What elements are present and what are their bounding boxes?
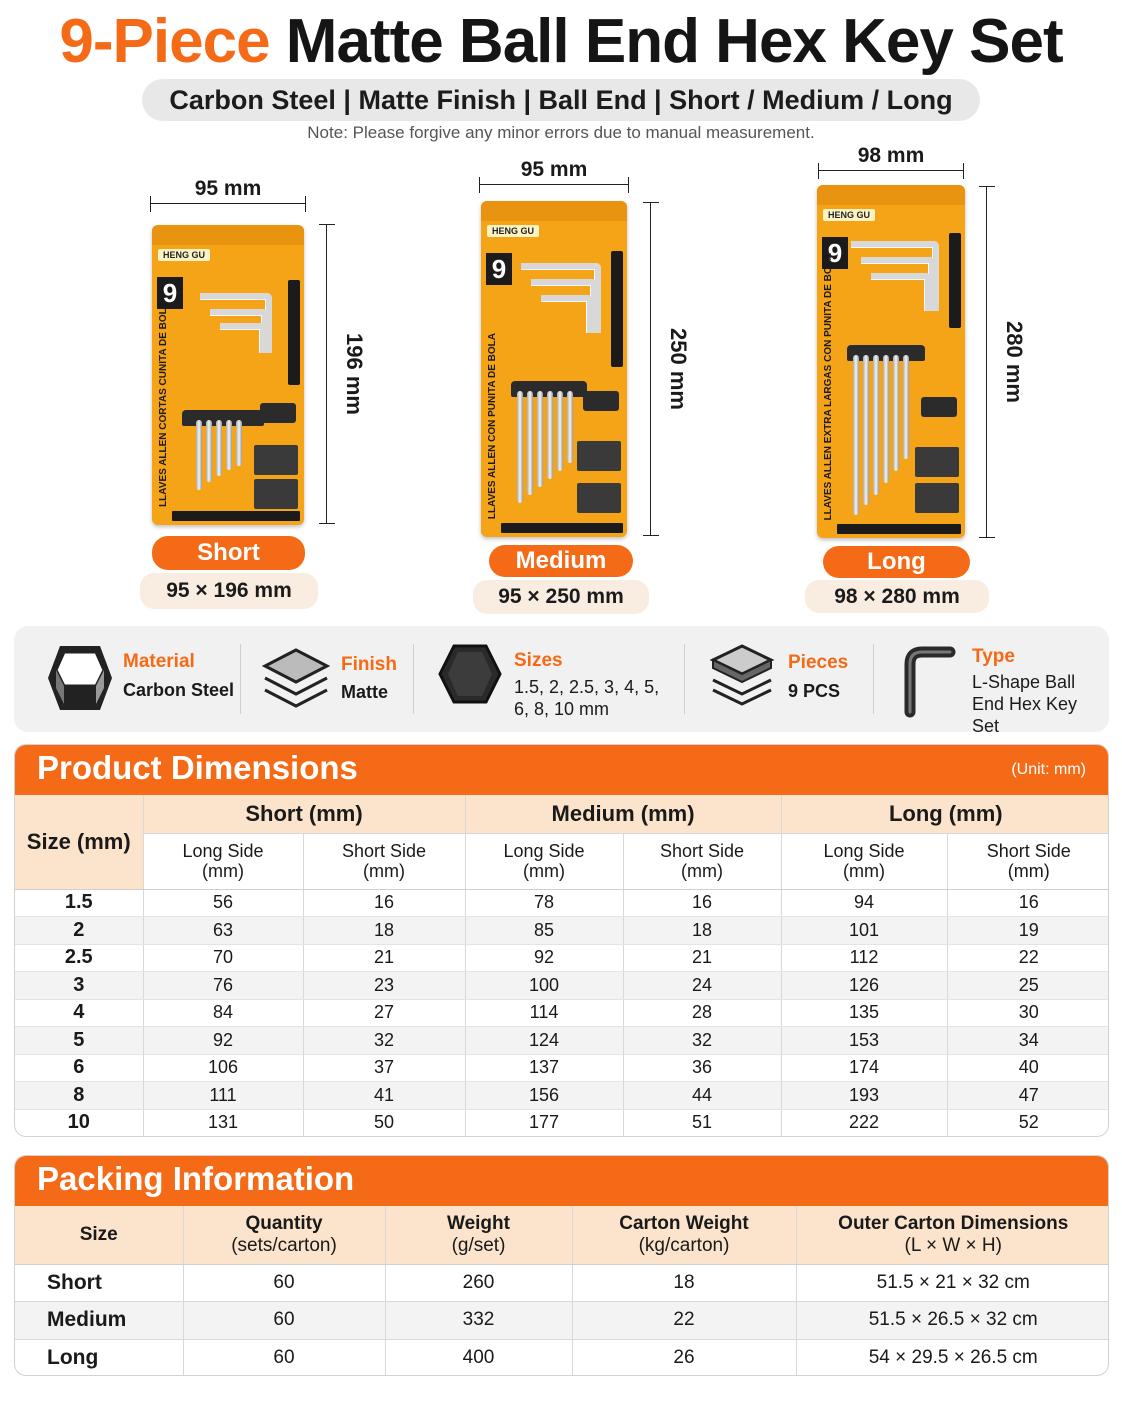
dimensions-panel: [14, 744, 1109, 1137]
table-cell: 54 × 29.5 × 26.5 cm: [868, 1347, 1038, 1368]
spec-sizes: [414, 626, 684, 732]
spec-material-label: Material: [123, 651, 195, 672]
table-cell: 41: [303, 1082, 465, 1110]
table-cell: 174: [781, 1054, 947, 1082]
pack-count-badge: 9: [486, 253, 512, 285]
short-width-label: 95 mm: [194, 177, 262, 200]
size-cell: Medium: [15, 1302, 183, 1340]
size-cell: 3: [15, 972, 143, 1000]
table-cell: 18: [572, 1264, 796, 1302]
table-row: [15, 917, 1109, 945]
table-cell: 34: [947, 1027, 1109, 1055]
table-cell: 21: [303, 944, 465, 972]
size-cell: 2: [15, 917, 143, 945]
subheader-short-side: Short Side (mm): [947, 833, 1109, 889]
spec-type-value: L-Shape Ball End Hex Key Set: [972, 672, 1078, 736]
table-cell: 153: [781, 1027, 947, 1055]
long-size-pill: 98 × 280 mm: [805, 580, 989, 613]
l-key-icon: [898, 640, 958, 718]
hexagon-icon: [438, 640, 502, 710]
medium-width-dimension: [479, 158, 629, 190]
spec-strip: [14, 626, 1109, 736]
spec-pieces: [685, 626, 873, 732]
medium-size-pill: 95 × 250 mm: [473, 580, 649, 614]
spec-material: [14, 626, 240, 732]
table-cell: 131: [143, 1109, 303, 1137]
hex-prism-icon: [38, 640, 116, 718]
table-cell: 94: [781, 889, 947, 917]
spec-finish-value: Matte: [341, 682, 389, 702]
size-cell: 1.5: [15, 889, 143, 917]
table-cell: 85: [465, 917, 623, 945]
short-group-header: Short (mm): [143, 795, 465, 833]
long-width-label: 98 mm: [857, 144, 925, 167]
table-cell: 332: [385, 1302, 572, 1340]
table-cell: 37: [303, 1054, 465, 1082]
table-row: [15, 944, 1109, 972]
table-row: [15, 1302, 1109, 1340]
table-cell: 16: [303, 889, 465, 917]
subheader-long-side: Long Side (mm): [781, 833, 947, 889]
subheader-short-side: Short Side (mm): [623, 833, 781, 889]
table-cell: 24: [623, 972, 781, 1000]
table-cell: 126: [781, 972, 947, 1000]
layers-icon: [261, 640, 331, 718]
medium-height-dimension: [642, 202, 691, 536]
stack-icon: [709, 640, 775, 720]
title-main: Matte Ball End Hex Key Set: [285, 7, 1063, 76]
table-row: [15, 1109, 1109, 1137]
table-row: [15, 1264, 1109, 1302]
table-cell: 60: [183, 1302, 385, 1340]
table-row: [15, 972, 1109, 1000]
table-cell: 60: [183, 1264, 385, 1302]
table-cell: 27: [303, 999, 465, 1027]
table-cell: 18: [303, 917, 465, 945]
long-width-dimension: [818, 144, 964, 176]
packing-header-carton-weight: Carton Weight (kg/carton): [572, 1206, 796, 1264]
table-cell: 76: [143, 972, 303, 1000]
table-cell: 84: [143, 999, 303, 1027]
table-cell: 21: [623, 944, 781, 972]
table-cell: 400: [385, 1339, 572, 1376]
size-column-header: Size (mm): [15, 795, 143, 889]
table-cell: 56: [143, 889, 303, 917]
table-cell: 222: [781, 1109, 947, 1137]
size-cell: 5: [15, 1027, 143, 1055]
table-cell: 50: [303, 1109, 465, 1137]
long-package-image: [817, 185, 965, 538]
dimensions-header: [15, 745, 1108, 795]
table-cell: 32: [303, 1027, 465, 1055]
table-cell: 16: [947, 889, 1109, 917]
subheader-short-side: Short Side (mm): [303, 833, 465, 889]
spec-pieces-label: Pieces: [788, 652, 849, 673]
size-cell: Long: [15, 1339, 183, 1376]
size-cell: 10: [15, 1109, 143, 1137]
table-cell: 26: [572, 1339, 796, 1376]
table-cell: 135: [781, 999, 947, 1027]
table-cell: 260: [385, 1264, 572, 1302]
short-width-dimension: [150, 177, 306, 209]
table-cell: 114: [465, 999, 623, 1027]
packing-title: Packing Information: [37, 1160, 355, 1197]
table-row: [15, 1027, 1109, 1055]
table-cell: 22: [947, 944, 1109, 972]
table-cell: 78: [465, 889, 623, 917]
packing-header-quantity: Quantity (sets/carton): [183, 1206, 385, 1264]
table-cell: 22: [572, 1302, 796, 1340]
table-cell: 70: [143, 944, 303, 972]
spec-material-value: Carbon Steel: [123, 680, 235, 700]
spec-type-label: Type: [972, 646, 1015, 667]
table-cell: 36: [623, 1054, 781, 1082]
table-cell: 47: [947, 1082, 1109, 1110]
size-cell: Short: [15, 1264, 183, 1302]
table-cell: 51: [623, 1109, 781, 1137]
table-cell: 63: [143, 917, 303, 945]
table-cell: 101: [781, 917, 947, 945]
table-cell: 25: [947, 972, 1109, 1000]
medium-label-pill: Medium: [489, 545, 633, 577]
table-cell: 124: [465, 1027, 623, 1055]
table-row: [15, 889, 1109, 917]
table-cell: 137: [465, 1054, 623, 1082]
dimensions-table: [15, 795, 1109, 1137]
brand-logo: HENG GU: [823, 209, 875, 221]
table-cell: 92: [143, 1027, 303, 1055]
table-cell: 51.5 × 21 × 32 cm: [796, 1264, 1109, 1302]
pack-count-badge: 9: [822, 237, 848, 269]
spec-sizes-value: 1.5, 2, 2.5, 3, 4, 5, 6, 8, 10 mm: [514, 677, 660, 719]
table-cell: 156: [465, 1082, 623, 1110]
table-row: [15, 1339, 1109, 1376]
table-cell: 28: [623, 999, 781, 1027]
spec-sizes-label: Sizes: [514, 650, 563, 671]
brand-logo: HENG GU: [158, 249, 210, 261]
short-size-pill: 95 × 196 mm: [140, 573, 318, 609]
subheader-long-side: Long Side (mm): [465, 833, 623, 889]
table-cell: 111: [143, 1082, 303, 1110]
short-label-pill: Short: [152, 536, 305, 570]
size-cell: 6: [15, 1054, 143, 1082]
table-cell: 40: [947, 1054, 1109, 1082]
table-cell: 16: [623, 889, 781, 917]
table-cell: 51.5 × 26.5 × 32 cm: [796, 1302, 1109, 1340]
table-cell: 18: [623, 917, 781, 945]
table-cell: 23: [303, 972, 465, 1000]
short-package-image: [152, 225, 304, 525]
table-row: [15, 1082, 1109, 1110]
size-cell: 8: [15, 1082, 143, 1110]
table-cell: 30: [947, 999, 1109, 1027]
pack-vertical-text: LLAVES ALLEN CON PUNITA DE BOLA: [487, 332, 498, 519]
table-cell: 112: [781, 944, 947, 972]
spec-finish-label: Finish: [341, 654, 397, 675]
spec-finish: [241, 626, 413, 732]
spec-pieces-value: 9 PCS: [788, 681, 841, 701]
packing-header-size: Size: [15, 1206, 183, 1264]
subheader-long-side: Long Side (mm): [143, 833, 303, 889]
pack-vertical-text: LLAVES ALLEN CORTAS CUNITA DE BOLA: [158, 301, 169, 507]
pack-count-badge: 9: [157, 277, 183, 309]
long-label-pill: Long: [823, 546, 970, 578]
dimensions-unit: (Unit: mm): [1011, 761, 1086, 778]
packing-header: [15, 1156, 1108, 1206]
packing-header-weight: Weight (g/set): [385, 1206, 572, 1264]
long-group-header: Long (mm): [781, 795, 1109, 833]
short-height-dimension: [318, 224, 367, 524]
size-cell: 2.5: [15, 944, 143, 972]
table-row: [15, 1054, 1109, 1082]
pack-vertical-text: LLAVES ALLEN EXTRA LARGAS CON PUNITA DE BOLA: [823, 252, 834, 520]
table-cell: 92: [465, 944, 623, 972]
table-cell: 100: [465, 972, 623, 1000]
table-cell: 60: [183, 1339, 385, 1376]
packing-header-carton-dimensions: Outer Carton Dimensions (L × W × H): [796, 1206, 1109, 1264]
medium-package-image: [481, 201, 627, 537]
table-cell: 177: [465, 1109, 623, 1137]
medium-width-label: 95 mm: [520, 158, 588, 181]
long-height-dimension: [978, 186, 1027, 538]
brand-logo: HENG GU: [487, 225, 539, 237]
long-height-label: 280 mm: [1002, 321, 1027, 403]
table-cell: 193: [781, 1082, 947, 1110]
medium-height-label: 250 mm: [666, 328, 691, 410]
title-accent: 9-Piece: [59, 7, 270, 76]
subtitle-bar: Carbon Steel | Matte Finish | Ball End | Short / Medium / Long: [142, 79, 980, 121]
table-cell: 32: [623, 1027, 781, 1055]
page-title: [0, 6, 1122, 77]
dimensions-title: Product Dimensions: [37, 749, 358, 786]
packing-panel: [14, 1155, 1109, 1376]
spec-type: [874, 626, 1109, 736]
table-cell: 44: [623, 1082, 781, 1110]
medium-group-header: Medium (mm): [465, 795, 781, 833]
size-cell: 4: [15, 999, 143, 1027]
table-cell: 19: [947, 917, 1109, 945]
table-cell: 52: [947, 1109, 1109, 1137]
measurement-note: Note: Please forgive any minor errors due to manual measurement.: [307, 123, 815, 142]
table-cell: 106: [143, 1054, 303, 1082]
table-row: [15, 999, 1109, 1027]
packing-table: [15, 1206, 1109, 1376]
short-height-label: 196 mm: [342, 333, 367, 415]
